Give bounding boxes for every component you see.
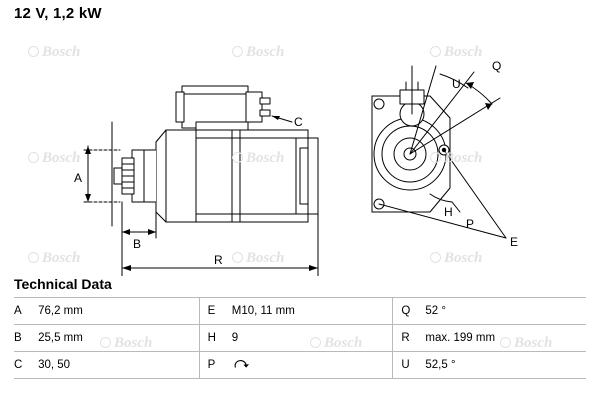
watermark-bosch: Bosch <box>500 335 552 352</box>
column-separator <box>393 352 402 379</box>
watermark-bosch: Bosch <box>430 44 482 61</box>
row-key-p: P <box>208 352 232 379</box>
watermark-bosch: Bosch <box>430 250 482 267</box>
dim-label-B: B <box>133 237 142 251</box>
row-key-h: H <box>208 325 232 352</box>
dim-label-Q: Q <box>492 59 502 73</box>
dim-label-U: U <box>452 77 461 91</box>
dim-label-C: C <box>294 115 303 129</box>
table-row <box>14 298 586 325</box>
row-value-b: 25,5 mm <box>38 325 199 352</box>
starter-motor-drawing <box>0 26 600 276</box>
dim-label-R: R <box>214 253 223 267</box>
row-key-q: Q <box>401 298 425 325</box>
watermark-bosch: Bosch <box>232 250 284 267</box>
column-separator <box>393 325 402 352</box>
column-separator <box>199 298 208 325</box>
row-value-u: 52,5 ° <box>425 352 586 379</box>
rotation-direction-icon <box>232 358 252 372</box>
row-key-r: R <box>401 325 425 352</box>
column-separator <box>199 352 208 379</box>
table-row <box>14 325 586 352</box>
watermark-bosch: Bosch <box>100 335 152 352</box>
technical-drawing <box>0 26 600 276</box>
row-value-r: max. 199 mm <box>425 325 586 352</box>
row-key-e: E <box>208 298 232 325</box>
dim-label-H: H <box>444 205 453 219</box>
watermark-bosch: Bosch <box>310 335 362 352</box>
technical-data-section <box>14 276 586 379</box>
row-value-a: 76,2 mm <box>38 298 199 325</box>
row-key-b: B <box>14 325 38 352</box>
row-key-u: U <box>401 352 425 379</box>
watermark-bosch: Bosch <box>28 250 80 267</box>
row-value-q: 52 ° <box>425 298 586 325</box>
technical-data-title: Technical Data <box>14 276 112 292</box>
page-title: 12 V, 1,2 kW <box>14 5 102 22</box>
watermark-bosch: Bosch <box>232 150 284 167</box>
dim-label-E: E <box>510 235 519 249</box>
dim-label-A: A <box>74 171 83 185</box>
row-value-h: 9 <box>232 325 393 352</box>
table-row <box>14 352 586 379</box>
row-key-c: C <box>14 352 38 379</box>
column-separator <box>393 298 402 325</box>
row-value-p <box>232 352 393 379</box>
technical-data-table <box>14 297 586 379</box>
watermark-bosch: Bosch <box>430 150 482 167</box>
row-value-c: 30, 50 <box>38 352 199 379</box>
watermark-bosch: Bosch <box>28 44 80 61</box>
watermark-bosch: Bosch <box>28 150 80 167</box>
column-separator <box>199 325 208 352</box>
dim-label-P: P <box>466 217 475 231</box>
row-value-e: M10, 11 mm <box>232 298 393 325</box>
row-key-a: A <box>14 298 38 325</box>
watermark-bosch: Bosch <box>232 44 284 61</box>
